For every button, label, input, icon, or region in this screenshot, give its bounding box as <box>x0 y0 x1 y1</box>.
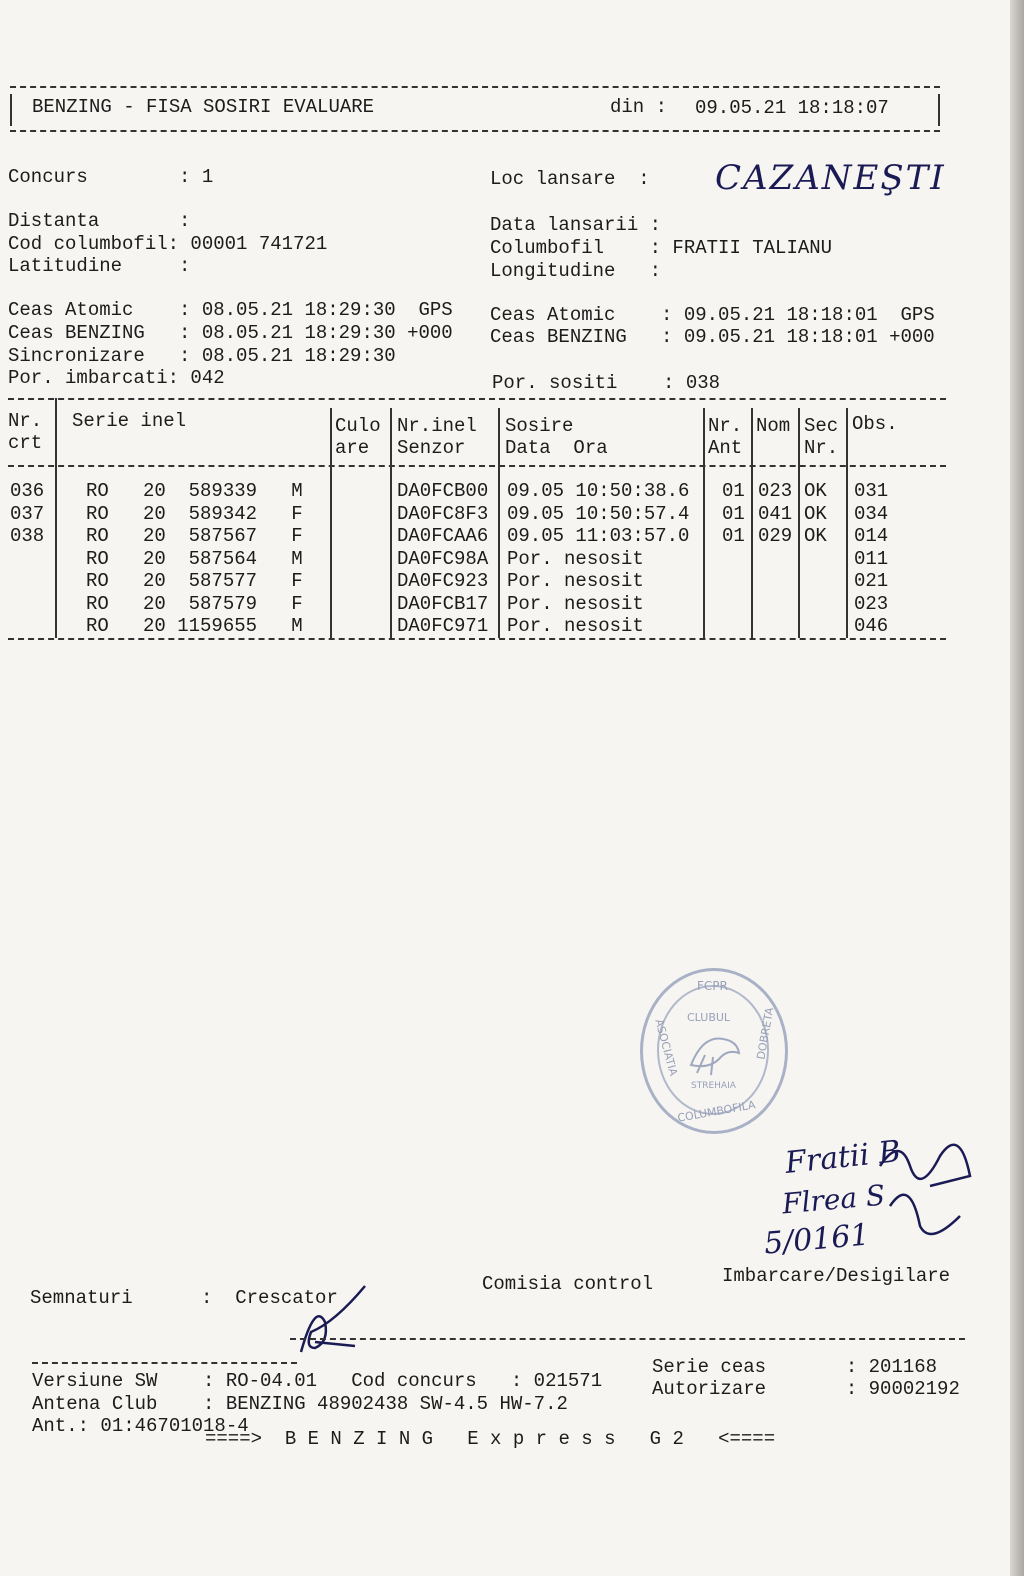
col-divider <box>330 408 332 638</box>
cod-columbofil-line: Cod columbofil: 00001 741721 <box>8 233 328 255</box>
semnaturi-line: Semnaturi : Crescator <box>30 1287 338 1309</box>
imbarcare-desigilare: Imbarcare/Desigilare <box>722 1265 951 1287</box>
th-sec-nr: Nr. <box>804 437 839 459</box>
th-nr-inel: Nr.inel <box>397 415 477 437</box>
cell-sec: OK <box>804 525 827 547</box>
table-header-rule <box>8 465 946 467</box>
cell-senzor: DA0FCB17 <box>397 592 489 615</box>
ceas-benzing-right: Ceas BENZING : 09.05.21 18:18:01 +000 <box>490 326 935 348</box>
loc-lansare-label: Loc lansare : <box>490 168 650 190</box>
th-nom: Nom <box>756 415 791 437</box>
cell-senzor: DA0FC8F3 <box>397 502 489 525</box>
por-imbarcati: Por. imbarcati: 042 <box>8 367 225 389</box>
cell-ant: 01 <box>722 525 745 547</box>
cell-ant: 01 <box>722 480 745 502</box>
serie-ceas: Serie ceas : 201168 <box>652 1356 938 1378</box>
stamp-strehaia: STREHAIA <box>691 1081 736 1091</box>
columbofil-line: Columbofil : FRATII TALIANU <box>490 237 833 259</box>
stamp-fcpr: FCPR <box>697 979 728 993</box>
cell-ant: 01 <box>722 502 745 525</box>
date-label: din : <box>610 96 668 118</box>
cell-senzor: DA0FC971 <box>397 615 489 637</box>
cell-serie: RO 20 587564 M <box>86 547 303 570</box>
col-divider <box>751 408 753 638</box>
cell-nom: 041 <box>758 502 793 525</box>
cell-nr: 038 <box>10 525 45 547</box>
cell-nom: 029 <box>758 525 793 547</box>
ceas-benzing-left: Ceas BENZING : 08.05.21 18:29:30 +000 <box>8 322 453 344</box>
sincronizare-left: Sincronizare : 08.05.21 18:29:30 <box>8 345 396 367</box>
stamp-columbofila: COLUMBOFILA <box>676 1098 757 1125</box>
cell-sosire: 09.05 10:50:57.4 <box>507 502 690 525</box>
table-top-rule <box>8 398 946 400</box>
latitudine-line: Latitudine : <box>8 255 191 277</box>
cell-obs: 031 <box>854 480 889 502</box>
ceas-atomic-right: Ceas Atomic : 09.05.21 18:18:01 GPS <box>490 304 935 326</box>
cell-serie: RO 20 1159655 M <box>86 615 303 637</box>
col-divider <box>846 408 848 638</box>
cell-obs: 011 <box>854 547 889 570</box>
th-crt: crt <box>8 432 43 454</box>
club-stamp <box>640 968 788 1134</box>
th-nr: Nr. <box>8 410 43 432</box>
cell-senzor: DA0FC923 <box>397 570 489 592</box>
cell-serie: RO 20 587579 F <box>86 592 303 615</box>
loc-lansare-handwritten: CAZANEŞTI <box>715 158 946 198</box>
cell-sosire: Por. nesosit <box>507 615 644 637</box>
versiune-sw: Versiune SW : RO-04.01 Cod concurs : 021571 <box>32 1370 603 1392</box>
stamp-clubul: CLUBUL <box>687 1011 731 1024</box>
th-obs: Obs. <box>852 413 898 435</box>
por-sositi: Por. sositi : 038 <box>492 372 721 394</box>
footer-rule-2 <box>32 1362 297 1364</box>
cell-sosire: 09.05 11:03:57.0 <box>507 525 690 547</box>
benzing-express-banner: ====> B E N Z I N G E x p r e s s G 2 <==== <box>205 1428 776 1450</box>
signature-line-3: 5/0161 <box>762 1217 871 1262</box>
th-nr-ant: Nr. <box>708 415 743 437</box>
cell-serie: RO 20 589342 F <box>86 502 303 525</box>
cell-serie: RO 20 589339 M <box>86 480 303 502</box>
ant-line: Ant.: 01:46701018-4 <box>32 1415 249 1437</box>
cell-obs: 023 <box>854 592 889 615</box>
cell-obs: 034 <box>854 502 889 525</box>
col-divider <box>55 398 57 638</box>
th-culoare: Culo <box>335 415 381 437</box>
cell-nr: 036 <box>10 480 45 502</box>
crescator-signature-icon <box>295 1282 375 1362</box>
cell-senzor: DA0FCAA6 <box>397 525 489 547</box>
th-ant: Ant <box>708 437 743 459</box>
th-data-ora: Data Ora <box>505 437 608 459</box>
stamp-asociatia: ASOCIATIA <box>652 1017 680 1078</box>
concurs-line: Concurs : 1 <box>8 166 214 188</box>
document-title: BENZING - FISA SOSIRI EVALUARE <box>32 96 375 118</box>
stamp-dobreta: DOBRETA <box>754 1006 777 1061</box>
autorizare: Autorizare : 90002192 <box>652 1378 960 1400</box>
col-divider <box>798 408 800 638</box>
col-divider <box>703 408 705 638</box>
cell-sec: OK <box>804 502 827 525</box>
cell-serie: RO 20 587577 F <box>86 570 303 592</box>
col-divider <box>498 408 500 638</box>
cell-sosire: Por. nesosit <box>507 570 644 592</box>
cell-senzor: DA0FCB00 <box>397 480 489 502</box>
cell-nom: 023 <box>758 480 793 502</box>
data-lansarii-line: Data lansarii : <box>490 214 662 236</box>
cell-serie: RO 20 587567 F <box>86 525 303 547</box>
distanta-line: Distanta : <box>8 210 191 232</box>
date-value: 09.05.21 18:18:07 <box>695 97 889 119</box>
th-culoare-2: are <box>335 437 370 459</box>
comisia-control: Comisia control <box>482 1273 654 1295</box>
antena-club: Antena Club : BENZING 48902438 SW-4.5 HW-7.2 <box>32 1393 568 1415</box>
cell-nr: 037 <box>10 502 45 525</box>
cell-senzor: DA0FC98A <box>397 547 489 570</box>
cell-sosire: 09.05 10:50:38.6 <box>507 480 690 502</box>
signature-line-2: Flrea S <box>780 1178 887 1221</box>
table-bottom-rule <box>8 638 946 640</box>
longitudine-line: Longitudine : <box>490 260 662 282</box>
ceas-atomic-left: Ceas Atomic : 08.05.21 18:29:30 GPS <box>8 299 453 321</box>
cell-obs: 021 <box>854 570 889 592</box>
pigeon-emblem-icon <box>683 1025 745 1077</box>
signature-line-1: Fratii B <box>783 1134 903 1181</box>
page-edge <box>1010 0 1024 1576</box>
signature-scribble-icon <box>860 1136 990 1256</box>
cell-obs: 046 <box>854 615 889 637</box>
col-divider <box>390 408 392 638</box>
cell-sosire: Por. nesosit <box>507 547 644 570</box>
th-sosire: Sosire <box>505 415 574 437</box>
cell-sec: OK <box>804 480 827 502</box>
th-sec: Sec <box>804 415 839 437</box>
footer-rule-1 <box>290 1338 965 1340</box>
th-senzor: Senzor <box>397 437 466 459</box>
cell-sosire: Por. nesosit <box>507 592 644 615</box>
cell-obs: 014 <box>854 525 889 547</box>
th-serie-inel: Serie inel <box>72 410 187 432</box>
